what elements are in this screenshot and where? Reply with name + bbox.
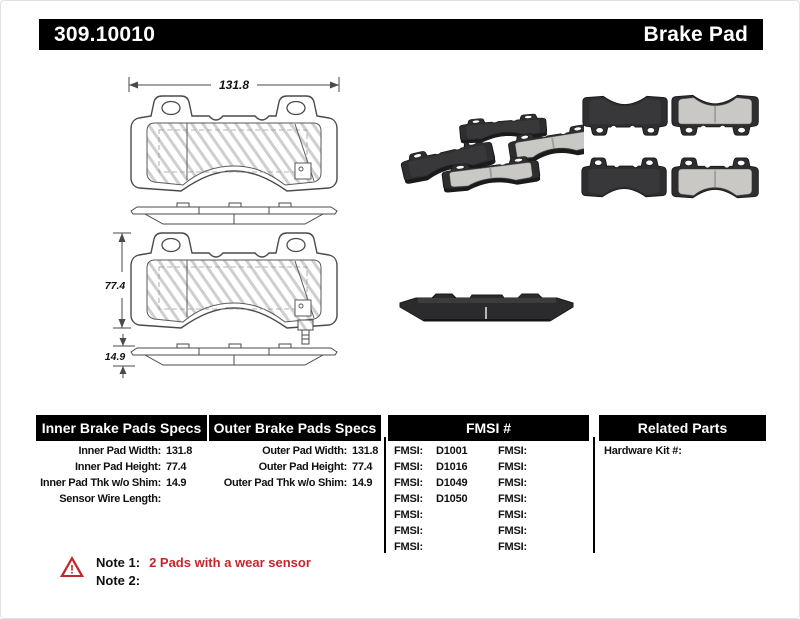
related-label: Hardware Kit #: — [604, 445, 682, 457]
height-dimension-label: 77.4 — [104, 280, 126, 292]
related-parts-column — [599, 445, 766, 461]
inner-specs-column — [36, 445, 208, 509]
note-2 — [96, 573, 149, 588]
width-dimension — [129, 77, 339, 92]
thickness-dimension — [105, 334, 135, 378]
fmsi-label: FMSI: — [498, 493, 527, 505]
note-1-label: Note 1: — [96, 555, 141, 570]
fmsi-row — [388, 477, 589, 493]
note-1-text: 2 Pads with a wear sensor — [149, 555, 311, 570]
column-divider — [593, 437, 595, 553]
fmsi-value: D1050 — [436, 493, 468, 505]
fmsi-label: FMSI: — [498, 509, 527, 521]
product-photo-flat-lay — [394, 89, 584, 201]
spec-value: 14.9 — [352, 477, 373, 489]
spec-label: Inner Pad Width: — [78, 445, 161, 457]
fmsi-label: FMSI: — [394, 445, 423, 457]
page-title: Brake Pad — [643, 22, 748, 46]
brake-pad-photo — [583, 96, 667, 135]
fmsi-row — [388, 493, 589, 509]
fmsi-row — [388, 445, 589, 461]
fmsi-row — [388, 541, 589, 557]
spec-row — [36, 461, 208, 477]
height-dimension — [105, 233, 131, 328]
fmsi-row — [388, 525, 589, 541]
fmsi-value: D1049 — [436, 477, 468, 489]
thickness-dimension-label: 14.9 — [104, 351, 126, 363]
fmsi-label: FMSI: — [394, 509, 423, 521]
spec-label: Outer Pad Width: — [262, 445, 347, 457]
note-1 — [96, 555, 311, 570]
warning-glyph: ! — [70, 562, 74, 577]
spec-label: Sensor Wire Length: — [59, 493, 161, 505]
brake-pad-photo — [582, 158, 666, 197]
pad-side-view2-drawing — [131, 344, 337, 365]
fmsi-label: FMSI: — [394, 477, 423, 489]
fmsi-header: FMSI # — [388, 415, 589, 441]
fmsi-label: FMSI: — [498, 445, 527, 457]
fmsi-label: FMSI: — [498, 477, 527, 489]
product-photo-edge-view — [394, 287, 579, 331]
brake-pad-photo — [672, 158, 759, 198]
fmsi-column — [388, 445, 589, 557]
spec-label: Outer Pad Height: — [258, 461, 347, 473]
spec-row — [209, 445, 381, 461]
pad-front-view-sensor-drawing — [131, 233, 337, 344]
spec-row — [36, 445, 208, 461]
spec-value: 14.9 — [166, 477, 187, 489]
technical-drawing — [101, 69, 371, 385]
spec-value: 77.4 — [166, 461, 187, 473]
spec-value: 77.4 — [352, 461, 373, 473]
fmsi-label: FMSI: — [498, 541, 527, 553]
fmsi-label: FMSI: — [498, 525, 527, 537]
fmsi-label: FMSI: — [498, 461, 527, 473]
spec-label: Inner Pad Height: — [75, 461, 161, 473]
part-number: 309.10010 — [54, 22, 156, 46]
fmsi-label: FMSI: — [394, 461, 423, 473]
spec-value: 131.8 — [352, 445, 379, 457]
column-divider — [384, 437, 386, 553]
related-parts-header: Related Parts — [599, 415, 766, 441]
fmsi-label: FMSI: — [394, 541, 423, 553]
spec-row — [209, 477, 381, 493]
outer-specs-column — [209, 445, 381, 493]
spec-label: Outer Pad Thk w/o Shim: — [223, 477, 347, 489]
fmsi-label: FMSI: — [394, 525, 423, 537]
warning-icon — [59, 555, 85, 578]
related-row — [599, 445, 766, 461]
page-header-bar — [39, 19, 763, 50]
fmsi-value: D1001 — [436, 445, 468, 457]
fmsi-label: FMSI: — [394, 493, 423, 505]
spec-row — [209, 461, 381, 477]
spec-label: Inner Pad Thk w/o Shim: — [40, 477, 161, 489]
inner-specs-header: Inner Brake Pads Specs — [36, 415, 207, 441]
width-dimension-label: 131.8 — [218, 78, 250, 92]
fmsi-row — [388, 509, 589, 525]
fmsi-value: D1016 — [436, 461, 468, 473]
product-photo-grid — [579, 87, 759, 211]
pad-side-view-drawing — [131, 203, 337, 224]
spec-row — [36, 493, 208, 509]
outer-specs-header: Outer Brake Pads Specs — [209, 415, 381, 441]
pad-front-view-drawing — [131, 96, 337, 191]
brake-pad-photo — [672, 95, 759, 135]
fmsi-row — [388, 461, 589, 477]
spec-row — [36, 477, 208, 493]
spec-value: 131.8 — [166, 445, 193, 457]
note-2-label: Note 2: — [96, 573, 141, 588]
